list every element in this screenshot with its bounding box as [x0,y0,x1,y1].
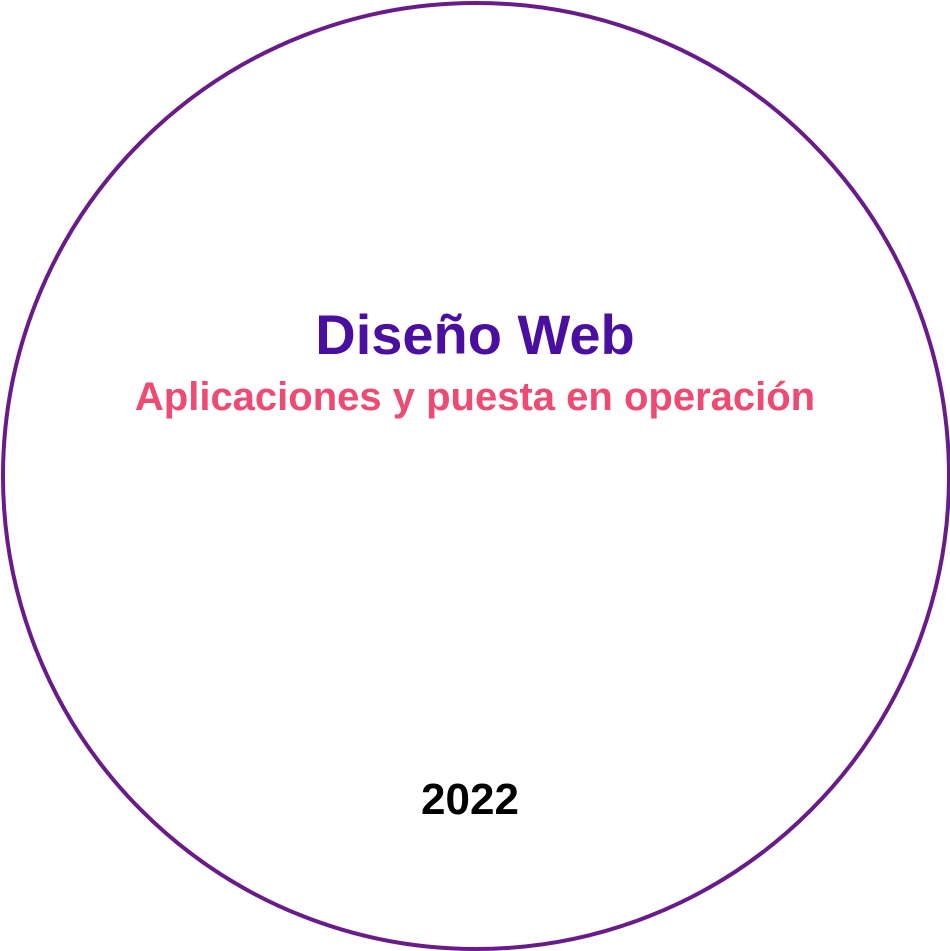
subtitle-text: Aplicaciones y puesta en operación [134,375,816,419]
title-text: Diseño Web [315,303,635,366]
year-text: 2022 [421,775,519,824]
